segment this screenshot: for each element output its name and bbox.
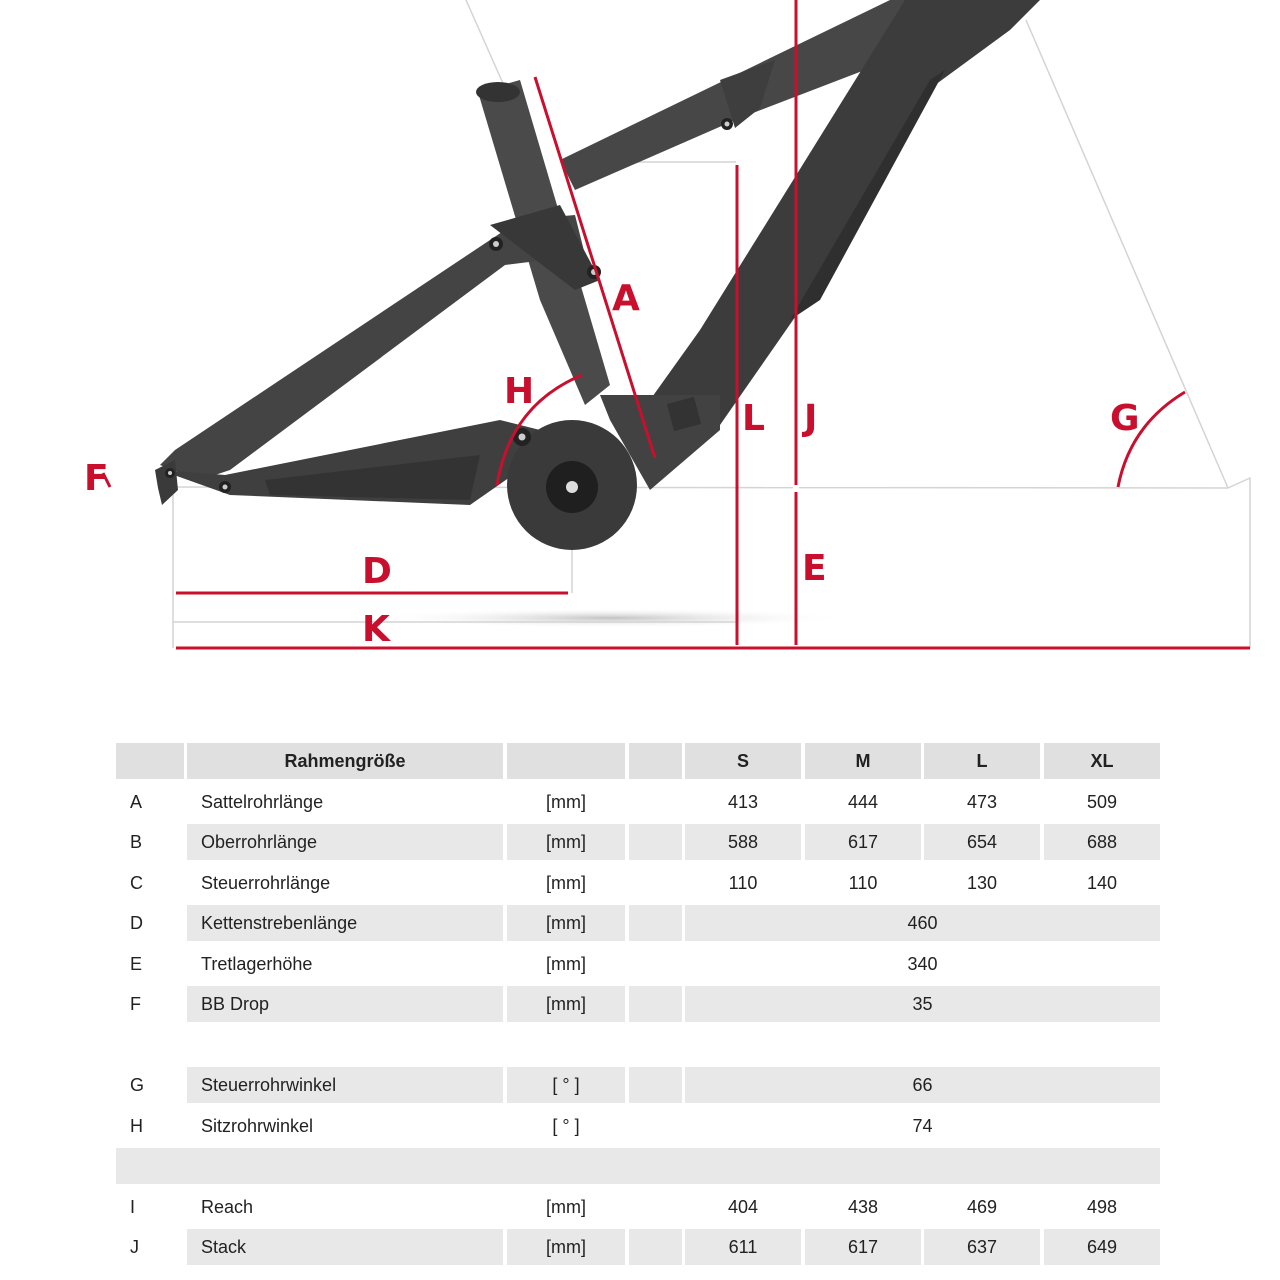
table-row <box>116 905 1160 941</box>
table-header-row <box>116 743 1160 779</box>
row-label: Tretlagerhöhe <box>201 953 313 974</box>
value-m: 617 <box>805 824 921 860</box>
row-label: Oberrohrlänge <box>187 824 503 860</box>
dim-label-g: G <box>1110 398 1140 439</box>
table-row <box>116 824 1160 860</box>
dim-label-j: J <box>804 398 818 439</box>
value-s: 588 <box>685 824 801 860</box>
row-label: Kettenstrebenlänge <box>187 905 503 941</box>
row-letter: H <box>130 1115 143 1136</box>
row-unit: [ ° ] <box>507 1067 625 1103</box>
blank-cell <box>629 1067 682 1103</box>
value-s: 413 <box>727 791 759 812</box>
ground-shadow <box>370 608 850 628</box>
row-unit: [ ° ] <box>552 1115 580 1136</box>
blank-cell <box>629 905 682 941</box>
spacer-shade <box>116 1148 1160 1184</box>
dim-label-d: D <box>362 551 392 592</box>
row-label: Stack <box>187 1229 503 1265</box>
value-l: 654 <box>924 824 1040 860</box>
table-spacer <box>116 1027 1160 1063</box>
table-row <box>116 1189 1160 1225</box>
row-label: Sattelrohrlänge <box>201 791 324 812</box>
row-letter: G <box>130 1075 145 1095</box>
dim-label-h: H <box>504 371 535 412</box>
row-letter: E <box>130 953 143 974</box>
dimension-lines <box>103 0 1250 648</box>
table-row <box>116 986 1160 1022</box>
row-label: Steuerrohrwinkel <box>187 1067 503 1103</box>
dim-label-f: F <box>84 458 109 499</box>
row-letter: C <box>130 872 143 893</box>
dim-label-k: K <box>362 609 390 650</box>
value-xl: 688 <box>1044 824 1160 860</box>
table-row <box>116 784 1160 820</box>
value-xl: 140 <box>1086 872 1118 893</box>
table-row <box>116 865 1160 901</box>
table-spacer <box>116 1148 1160 1184</box>
row-label: Reach <box>201 1196 254 1217</box>
value-l: 473 <box>966 791 998 812</box>
header-size-m: M <box>805 743 921 779</box>
value-m: 617 <box>805 1229 921 1265</box>
row-unit: [mm] <box>546 872 586 893</box>
header-frame-size: Rahmengröße <box>187 743 503 779</box>
row-letter: J <box>130 1237 139 1257</box>
table-row <box>116 946 1160 982</box>
blank-cell <box>629 824 682 860</box>
value-all-sizes: 74 <box>912 1115 933 1136</box>
value-s: 404 <box>727 1196 759 1217</box>
row-unit: [mm] <box>507 986 625 1022</box>
value-all-sizes: 66 <box>685 1067 1160 1103</box>
header-size-xl: XL <box>1044 743 1160 779</box>
row-unit: [mm] <box>546 1196 586 1217</box>
dim-label-a: A <box>612 278 640 319</box>
value-xl: 498 <box>1086 1196 1118 1217</box>
row-unit: [mm] <box>507 1229 625 1265</box>
row-letter: B <box>130 832 143 852</box>
header-blank-cell <box>629 743 682 779</box>
header-blank-cell <box>507 743 625 779</box>
value-l: 130 <box>966 872 998 893</box>
value-s: 611 <box>685 1229 801 1265</box>
header-size-s: S <box>685 743 801 779</box>
row-letter: D <box>130 913 143 933</box>
table-row <box>116 1108 1160 1144</box>
table-row <box>116 1229 1160 1265</box>
row-letter: A <box>130 791 143 812</box>
value-m: 110 <box>848 872 878 893</box>
dim-label-e: E <box>802 548 827 589</box>
row-label: Steuerrohrlänge <box>201 872 331 893</box>
row-label: BB Drop <box>187 986 503 1022</box>
geometry-table <box>116 743 1160 1270</box>
row-label: Sitzrohrwinkel <box>201 1115 314 1136</box>
value-all-sizes: 35 <box>685 986 1160 1022</box>
value-xl: 509 <box>1086 791 1118 812</box>
row-unit: [mm] <box>546 791 586 812</box>
value-l: 637 <box>924 1229 1040 1265</box>
row-letter: I <box>130 1196 136 1217</box>
row-unit: [mm] <box>507 905 625 941</box>
header-size-l: L <box>924 743 1040 779</box>
value-s: 110 <box>728 872 758 893</box>
value-xl: 649 <box>1044 1229 1160 1265</box>
value-l: 469 <box>966 1196 998 1217</box>
value-all-sizes: 460 <box>685 905 1160 941</box>
table-row <box>116 1067 1160 1103</box>
blank-cell <box>629 986 682 1022</box>
value-m: 438 <box>847 1196 879 1217</box>
row-unit: [mm] <box>546 953 586 974</box>
value-all-sizes: 340 <box>907 953 938 974</box>
header-blank-cell <box>116 743 184 779</box>
row-letter: F <box>130 994 141 1014</box>
value-m: 444 <box>847 791 879 812</box>
dim-label-l: L <box>742 398 765 439</box>
blank-cell <box>629 1229 682 1265</box>
row-unit: [mm] <box>507 824 625 860</box>
